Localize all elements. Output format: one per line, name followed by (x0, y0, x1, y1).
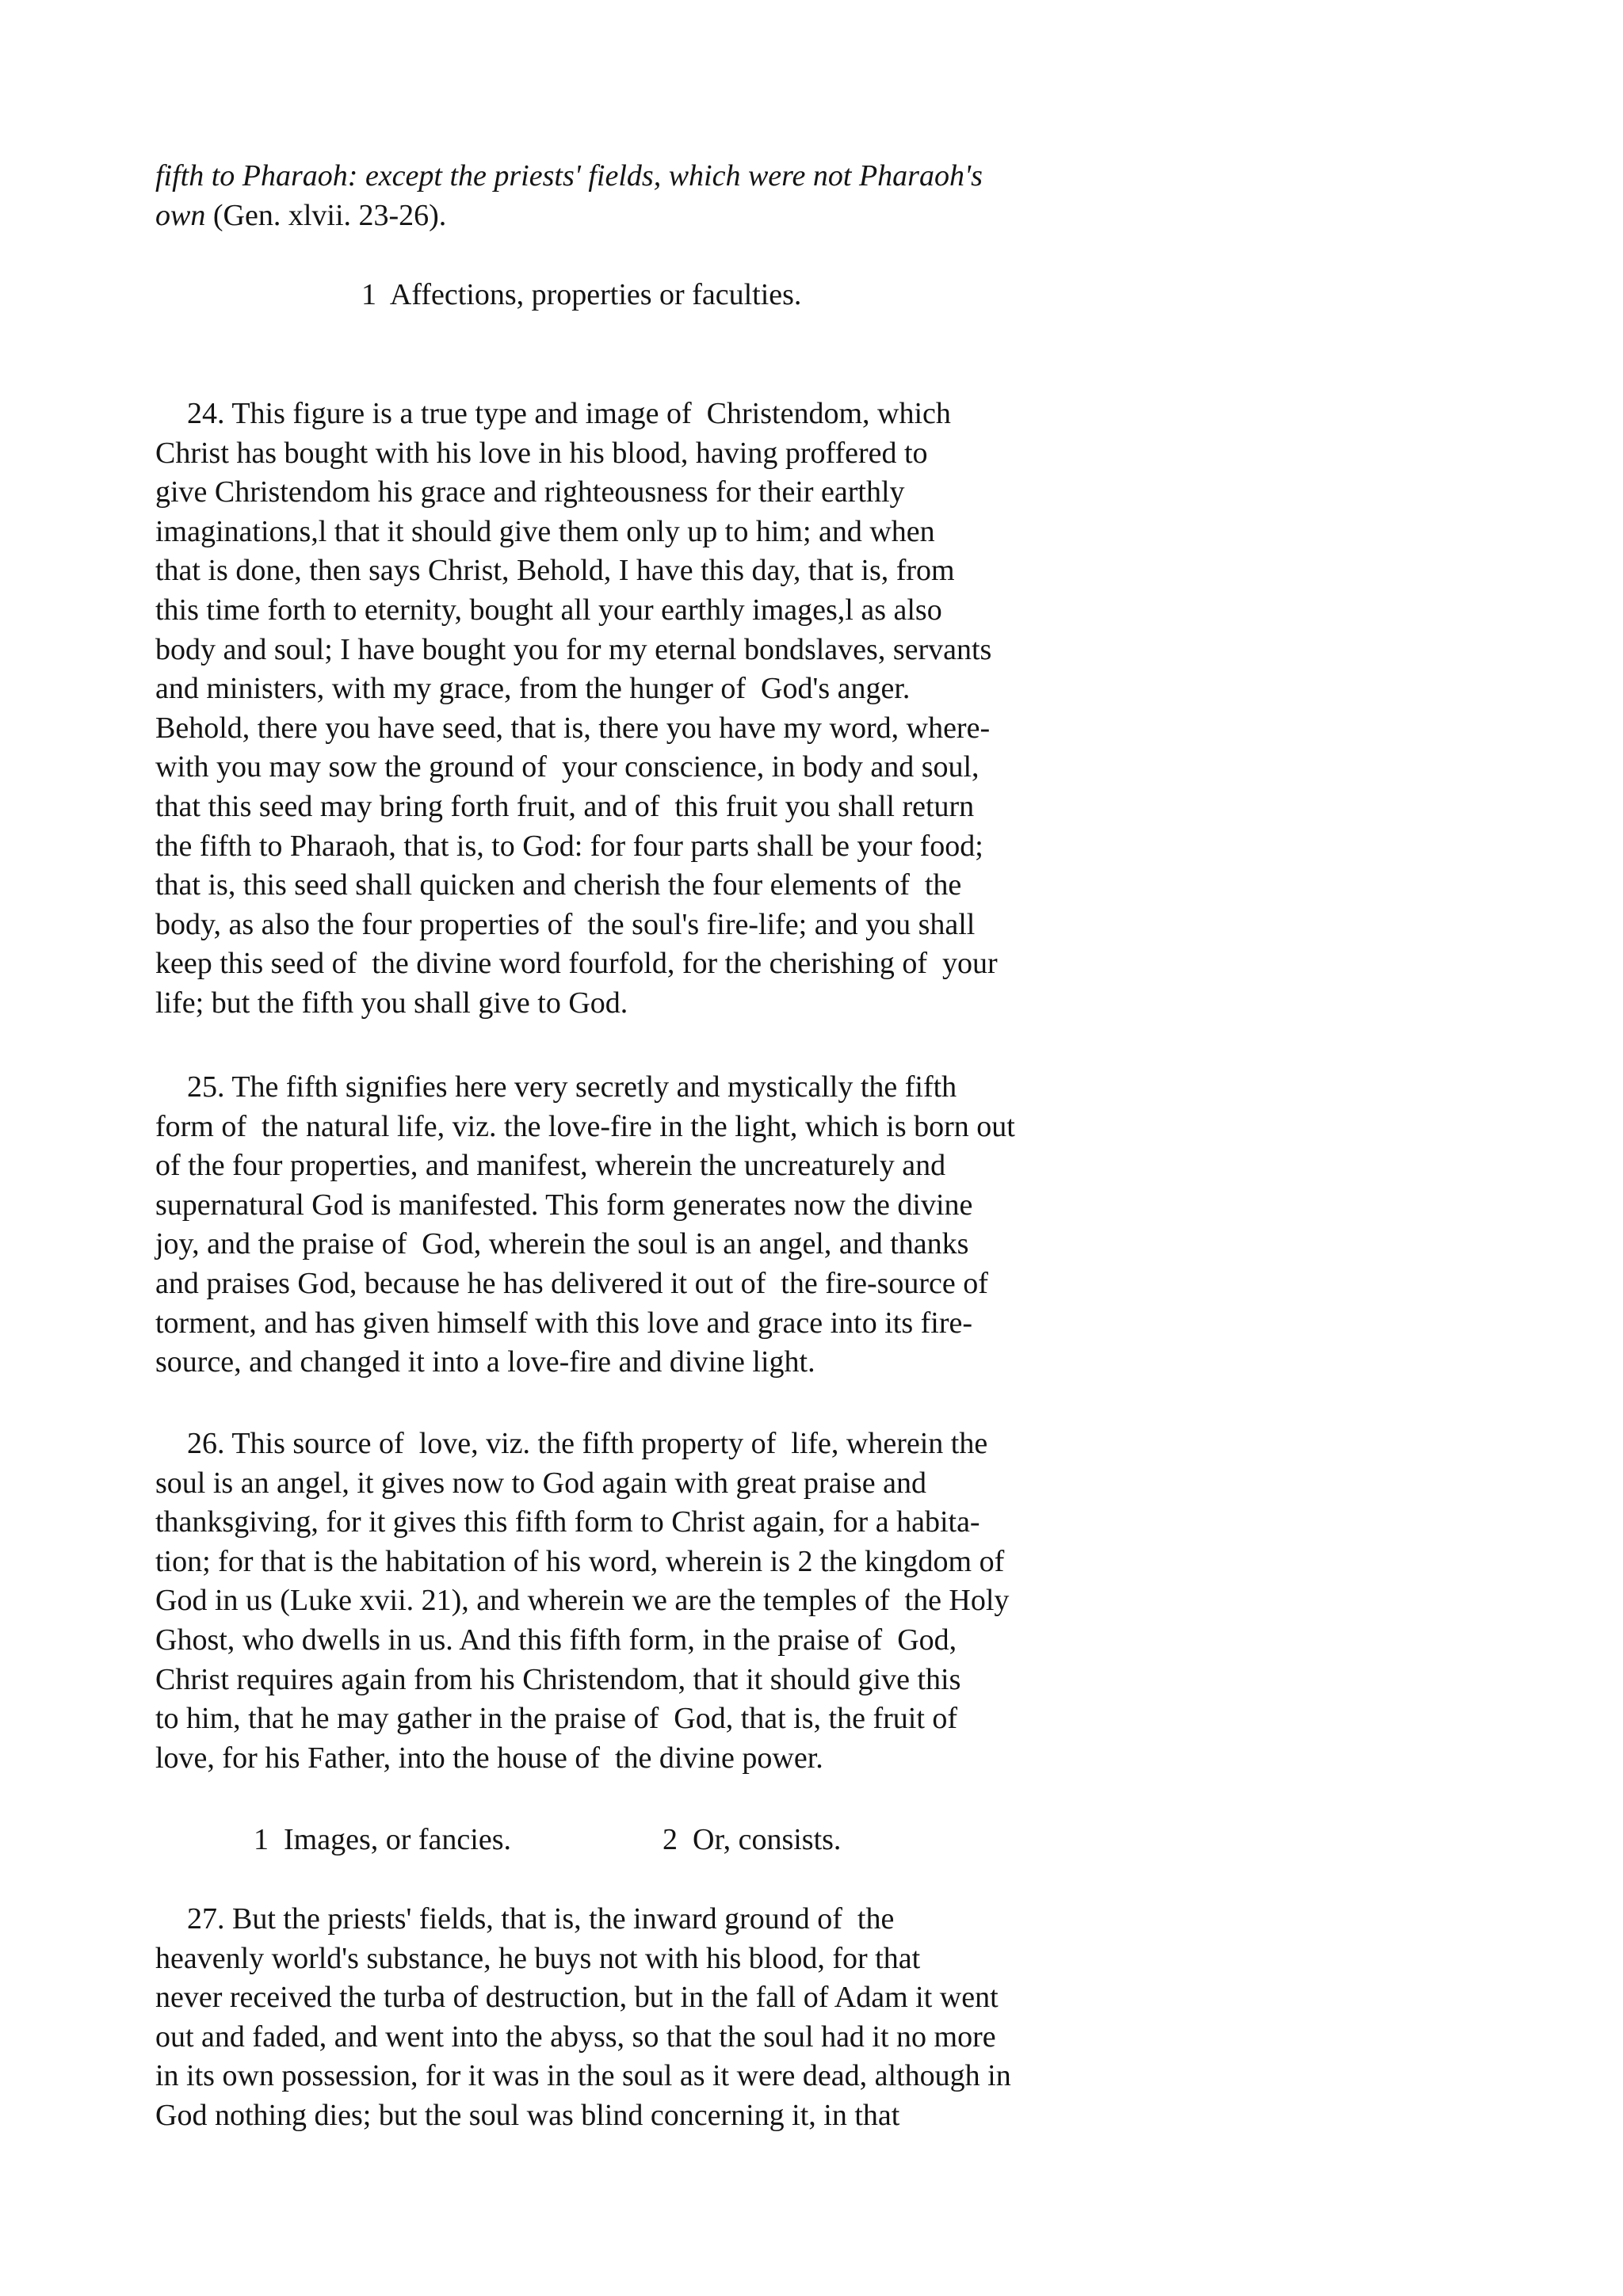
text-line: 26. This source of love, viz. the fifth property of life, wherein the (187, 1427, 988, 1460)
text-line: Behold, there you have seed, that is, there you have my word, where- (155, 711, 991, 745)
text-line: supernatural God is manifested. This form generates now the divine (155, 1188, 973, 1222)
text-line: God in us (Luke xvii. 21), and wherein we are the temples of the Holy (155, 1584, 1010, 1618)
text-line: of the four properties, and manifest, wherein the uncreaturely and (155, 1149, 946, 1183)
text-line: life; but the fifth you shall give to God. (155, 986, 628, 1020)
paragraph-continuation (155, 157, 1550, 235)
text-line: keep this seed of the divine word fourfold, for the cherishing of your (155, 947, 998, 981)
paragraph-26 (155, 1425, 1550, 1778)
text-line: form of the natural life, viz. the love-fire in the light, which is born out (155, 1109, 1015, 1143)
citation: (Gen. xlvii. 23-26). (205, 198, 447, 232)
text-line (155, 157, 1550, 196)
text-line: Christ has bought with his love in his blood, having proffered to (155, 436, 928, 470)
italic-quote: fifth to Pharaoh: except the priests' fields, which were not Pharaoh's (155, 159, 983, 193)
text-line: give Christendom his grace and righteousness for their earthly (155, 475, 905, 509)
paragraph-25 (155, 1068, 1550, 1383)
text-line: source, and changed it into a love-fire and divine light. (155, 1345, 815, 1379)
text-line: love, for his Father, into the house of the divine power. (155, 1741, 823, 1775)
text-line: torment, and has given himself with this love and grace into its fire- (155, 1306, 973, 1340)
text-line: and ministers, with my grace, from the hunger of God's anger. (155, 672, 911, 706)
text-line: that is, this seed shall quicken and cherish the four elements of the (155, 868, 962, 902)
text-line: 25. The fifth signifies here very secretly and mystically the fifth (187, 1070, 957, 1104)
text-line: joy, and the praise of God, wherein the soul is an angel, and thanks (155, 1227, 969, 1261)
text-line: in its own possession, for it was in the soul as it were dead, although in (155, 2059, 1011, 2093)
text-line: and praises God, because he has delivered it out of the fire-source of (155, 1266, 988, 1300)
text-line: thanksgiving, for it gives this fifth form to Christ again, for a habita- (155, 1505, 980, 1539)
text-line: to him, that he may gather in the praise of God, that is, the fruit of (155, 1702, 958, 1736)
text-line: Ghost, who dwells in us. And this fifth form, in the praise of God, (155, 1623, 957, 1657)
footnote: 2 Or, consists. (663, 1823, 842, 1856)
text-line: tion; for that is the habitation of his word, wherein is 2 the kingdom of (155, 1544, 1005, 1578)
text-line (155, 196, 1550, 236)
text-line: 27. But the priests' fields, that is, the inward ground of the (187, 1902, 895, 1936)
text-line: God nothing dies; but the soul was blind concerning it, in that (155, 2098, 900, 2132)
text-line: that this seed may bring forth fruit, and of this fruit you shall return (155, 789, 975, 823)
text-line: Christ requires again from his Christendom, that it should give this (155, 1662, 961, 1696)
text-line: soul is an angel, it gives now to God again with great praise and (155, 1466, 927, 1500)
text-line: 24. This figure is a true type and image of Christendom, which (187, 397, 951, 430)
italic-quote: own (155, 198, 206, 232)
text-line: never received the turba of destruction, but in the fall of Adam it went (155, 1981, 999, 2015)
paragraph-24 (155, 395, 1550, 1024)
text-line: that is done, then says Christ, Behold, I have this day, that is, from (155, 554, 955, 588)
footnote: 1 Affections, properties or faculties. (361, 278, 802, 311)
text-line: the fifth to Pharaoh, that is, to God: for four parts shall be your food; (155, 829, 983, 863)
text-line: heavenly world's substance, he buys not with his blood, for that (155, 1941, 921, 1975)
text-line: this time forth to eternity, bought all your earthly images,l as also (155, 593, 942, 627)
text-line: imaginations,l that it should give them only up to him; and when (155, 514, 935, 548)
text-line: out and faded, and went into the abyss, so that the soul had it no more (155, 2019, 996, 2054)
text-line: with you may sow the ground of your conscience, in body and soul, (155, 750, 980, 784)
footnote: 1 Images, or fancies. (254, 1823, 511, 1856)
text-line: body, as also the four properties of the soul's fire-life; and you shall (155, 907, 976, 941)
paragraph-27 (155, 1900, 1550, 2136)
text-line: body and soul; I have bought you for my eternal bondslaves, servants (155, 632, 992, 666)
